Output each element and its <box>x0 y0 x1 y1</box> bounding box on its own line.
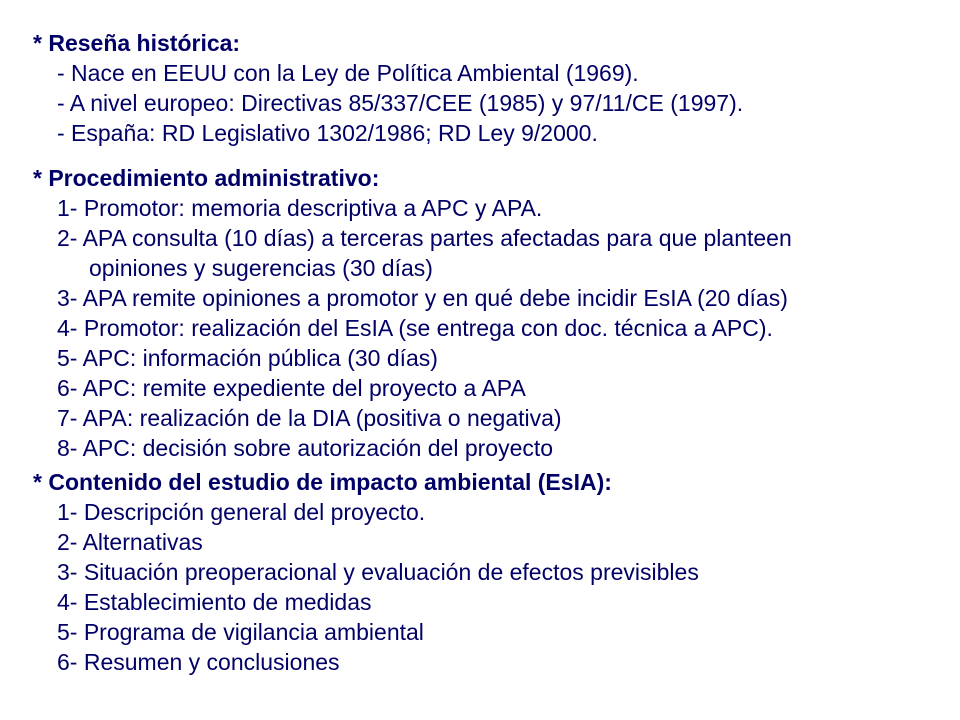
section-procedimiento-administrativo <box>33 163 792 463</box>
list-item-continuation: opiniones y sugerencias (30 días) <box>89 255 433 281</box>
list-item: 2- APA consulta (10 días) a terceras partes afectadas para que planteen <box>57 225 792 251</box>
list-item: 1- Descripción general del proyecto. <box>57 499 426 525</box>
list-item: 3- Situación preoperacional y evaluación de efectos previsibles <box>57 559 699 585</box>
section-resena-historica <box>33 28 743 148</box>
list-item: 6- APC: remite expediente del proyecto a APA <box>57 375 526 401</box>
section-contenido-esia <box>33 467 699 677</box>
list-item: 5- Programa de vigilancia ambiental <box>57 619 424 645</box>
section-heading: * Contenido del estudio de impacto ambiental (EsIA): <box>33 469 612 495</box>
list-item: - Nace en EEUU con la Ley de Política Ambiental (1969). <box>57 60 639 86</box>
list-item: 8- APC: decisión sobre autorización del proyecto <box>57 435 554 461</box>
section-heading: * Procedimiento administrativo: <box>33 165 380 191</box>
list-item: 1- Promotor: memoria descriptiva a APC y APA. <box>57 195 543 221</box>
list-item: 7- APA: realización de la DIA (positiva o negativa) <box>57 405 562 431</box>
list-item: - España: RD Legislativo 1302/1986; RD Ley 9/2000. <box>57 120 598 146</box>
list-item: 5- APC: información pública (30 días) <box>57 345 438 371</box>
list-item: 3- APA remite opiniones a promotor y en qué debe incidir EsIA (20 días) <box>57 285 788 311</box>
section-heading: * Reseña histórica: <box>33 30 241 56</box>
list-item: 4- Promotor: realización del EsIA (se entrega con doc. técnica a APC). <box>57 315 773 341</box>
list-item: 2- Alternativas <box>57 529 203 555</box>
list-item: 6- Resumen y conclusiones <box>57 649 340 675</box>
list-item: - A nivel europeo: Directivas 85/337/CEE (1985) y 97/11/CE (1997). <box>57 90 744 116</box>
list-item: 4- Establecimiento de medidas <box>57 589 372 615</box>
